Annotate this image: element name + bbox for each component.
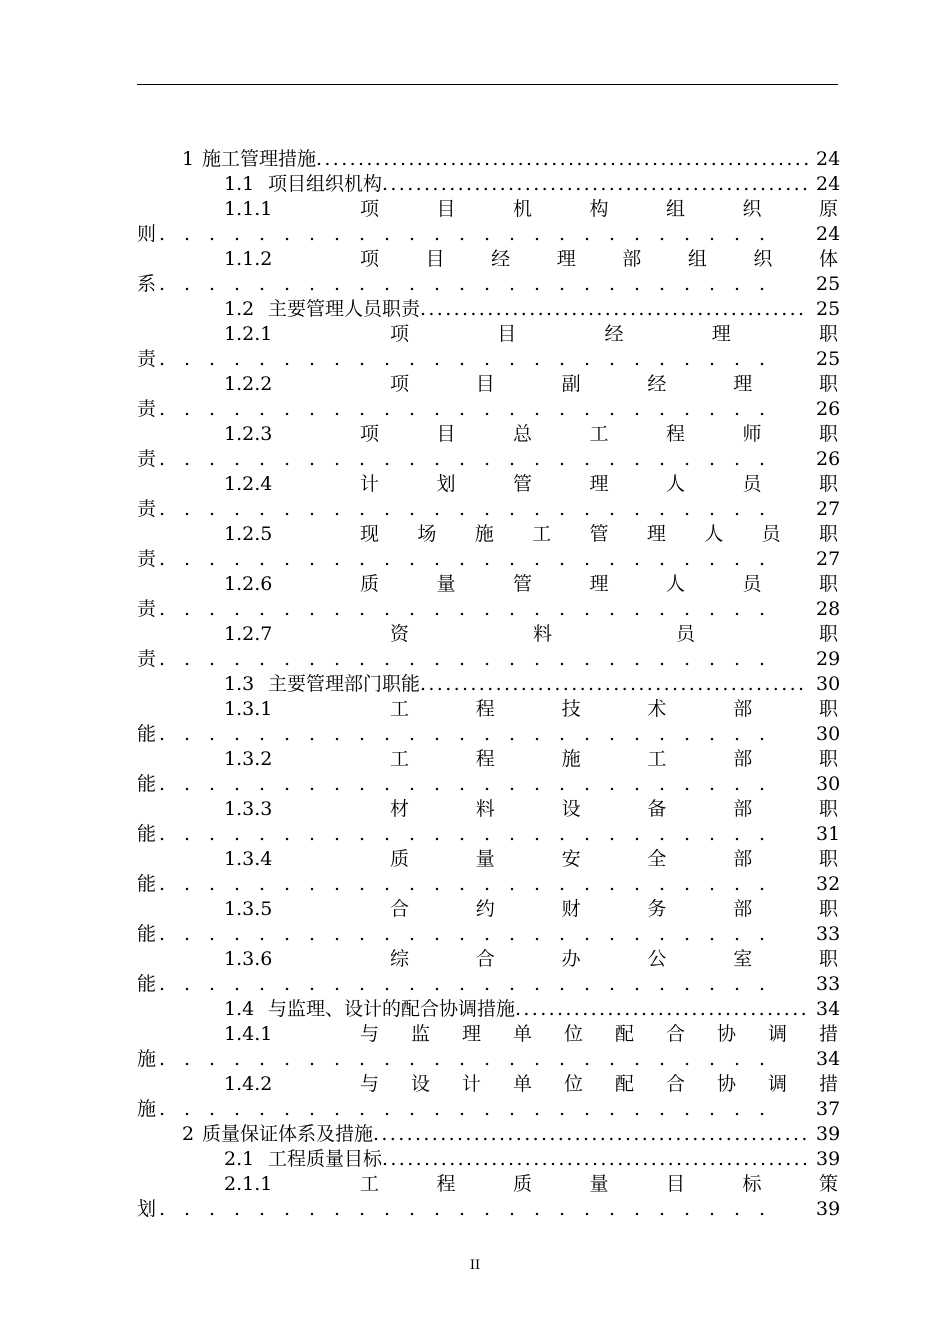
- toc-title-char: 职: [819, 423, 839, 445]
- toc-row: [0, 797, 950, 822]
- toc-number: 1.2.3: [224, 423, 273, 445]
- toc-title-char: 单: [513, 1073, 533, 1095]
- toc-row: [0, 247, 950, 272]
- toc-title-char: 项: [390, 373, 410, 395]
- page-number: II: [469, 1258, 481, 1273]
- toc-page-number: 27: [816, 498, 841, 520]
- toc-title-char: 职: [819, 798, 839, 820]
- toc-page-number: 27: [816, 548, 841, 570]
- toc-title-char: 责: [137, 598, 157, 620]
- toc-title-char: 调: [768, 1073, 788, 1095]
- toc-row: 责 . . . . . . . . . . . . . . . . . . . . . . . . . 26: [137, 448, 841, 470]
- toc-title-char: 划: [436, 473, 456, 495]
- toc-title-char: 能: [137, 823, 157, 845]
- toc-row: 责 . . . . . . . . . . . . . . . . . . . . . . . . . 27: [137, 548, 841, 570]
- toc-title-char: 经: [647, 373, 667, 395]
- toc-title-char: 职: [819, 848, 839, 870]
- toc-title-char: 构: [589, 198, 609, 220]
- toc-title-char: 职: [819, 748, 839, 770]
- toc-title: 项目组织机构: [268, 173, 383, 195]
- toc-title-char: 能: [137, 723, 157, 745]
- toc-title-char: 料: [533, 623, 553, 645]
- toc-row: 能 . . . . . . . . . . . . . . . . . . . . . . . . . 32: [137, 873, 841, 895]
- toc-number: 1.2.7: [224, 623, 273, 645]
- toc-title-char: 人: [666, 573, 686, 595]
- toc-number: 1.1.1: [224, 198, 273, 220]
- toc-row: 则 . . . . . . . . . . . . . . . . . . . . . . . . . 24: [137, 223, 841, 245]
- toc-number: 2: [182, 1123, 195, 1145]
- toc-title-char: 目: [425, 248, 445, 270]
- toc-title-char: 部: [733, 748, 753, 770]
- toc-page-number: 24: [816, 148, 841, 170]
- toc-title-char: 系: [137, 273, 157, 295]
- toc-title-char: 施: [137, 1098, 157, 1120]
- toc-title-char: 室: [733, 948, 753, 970]
- toc-title-char: 经: [604, 323, 624, 345]
- toc-title-char: 量: [589, 1173, 609, 1195]
- toc-title-char: 能: [137, 973, 157, 995]
- toc-title-char: 施: [474, 523, 494, 545]
- toc-title-char: 施: [561, 748, 581, 770]
- toc-row: 1.3 主要管理部门职能 . . . . . . . . . . . . . . . . . . . . . . . . . . . . . . . . . . . . . . . . . . . . . . 30: [224, 673, 841, 695]
- toc-number: 2.1: [224, 1148, 255, 1170]
- toc-title-char: 务: [647, 898, 667, 920]
- toc-row: [0, 1072, 950, 1097]
- toc-title-char: 术: [647, 698, 667, 720]
- toc-title-char: 协: [717, 1023, 737, 1045]
- toc-title-char: 管: [589, 523, 609, 545]
- toc-title: 主要管理人员职责: [268, 298, 421, 320]
- toc-row: [0, 372, 950, 397]
- toc-title-char: 财: [561, 898, 581, 920]
- toc-number: 1.3.2: [224, 748, 273, 770]
- toc-title-char: 部: [733, 898, 753, 920]
- toc-page-number: 30: [816, 723, 841, 745]
- toc-title-char: 理: [711, 323, 731, 345]
- toc-title-char: 工: [647, 748, 667, 770]
- toc-row: [0, 572, 950, 597]
- toc-title-char: 程: [475, 748, 495, 770]
- toc-number: 1.2.4: [224, 473, 273, 495]
- toc-page-number: 29: [816, 648, 841, 670]
- toc-page-number: 30: [816, 773, 841, 795]
- toc-row: 能 . . . . . . . . . . . . . . . . . . . . . . . . . 33: [137, 973, 841, 995]
- toc-row: 2 质量保证体系及措施 . . . . . . . . . . . . . . . . . . . . . . . . . . . . . . . . . . . . . . . . . . . . . . . . . . . . 39: [182, 1123, 841, 1145]
- toc-row: [0, 197, 950, 222]
- toc-title-char: 设: [561, 798, 581, 820]
- toc-page-number: 30: [816, 673, 841, 695]
- toc-title-char: 目: [436, 423, 456, 445]
- toc-page-number: 24: [816, 173, 841, 195]
- toc-title-char: 目: [497, 323, 517, 345]
- toc-number: 1.4: [224, 998, 255, 1020]
- toc-title-char: 副: [561, 373, 581, 395]
- toc-title-char: 理: [733, 373, 753, 395]
- toc-page-number: 39: [816, 1148, 841, 1170]
- toc-title-char: 责: [137, 498, 157, 520]
- toc-number: 1.2.6: [224, 573, 273, 595]
- toc-title-char: 划: [137, 1198, 157, 1220]
- toc-row: [0, 747, 950, 772]
- toc-title-char: 项: [360, 198, 380, 220]
- toc-title: 施工管理措施: [202, 148, 317, 170]
- toc-title-char: 织: [753, 248, 773, 270]
- toc-title-char: 位: [564, 1023, 584, 1045]
- toc-title-char: 职: [819, 948, 839, 970]
- toc-title-char: 理: [462, 1023, 482, 1045]
- toc-title-char: 责: [137, 348, 157, 370]
- toc-page-number: 32: [816, 873, 841, 895]
- toc-page-number: 31: [816, 823, 841, 845]
- toc-title-char: 管: [513, 473, 533, 495]
- toc-page-number: 25: [816, 348, 841, 370]
- toc-title-char: 织: [742, 198, 762, 220]
- toc-title-char: 监: [411, 1023, 431, 1045]
- toc-title: 质量保证体系及措施: [202, 1123, 374, 1145]
- toc-page-number: 39: [816, 1198, 841, 1220]
- toc-title-char: 程: [475, 698, 495, 720]
- toc-row: [0, 1172, 950, 1197]
- toc-title-char: 理: [589, 473, 609, 495]
- toc-row: 能 . . . . . . . . . . . . . . . . . . . . . . . . . 30: [137, 773, 841, 795]
- toc-title-char: 协: [717, 1073, 737, 1095]
- toc-title-char: 现: [360, 523, 380, 545]
- toc-row: [0, 847, 950, 872]
- toc-title-char: 综: [390, 948, 410, 970]
- toc-number: 1.2: [224, 298, 255, 320]
- toc-title-char: 项: [360, 423, 380, 445]
- toc-title-char: 料: [475, 798, 495, 820]
- toc-number: 1.3: [224, 673, 255, 695]
- toc-title-char: 安: [561, 848, 581, 870]
- toc-title-char: 工: [390, 748, 410, 770]
- toc-title-char: 工: [589, 423, 609, 445]
- toc-title-char: 合: [390, 898, 410, 920]
- toc-number: 1.2.2: [224, 373, 273, 395]
- toc-title-char: 合: [666, 1073, 686, 1095]
- toc-number: 1.3.3: [224, 798, 273, 820]
- toc-title-char: 配: [615, 1073, 635, 1095]
- toc-title-char: 部: [733, 798, 753, 820]
- toc-title-char: 技: [561, 698, 581, 720]
- toc-title-char: 职: [819, 898, 839, 920]
- toc-page-number: 34: [816, 1048, 841, 1070]
- toc-title-char: 施: [137, 1048, 157, 1070]
- toc-title-char: 能: [137, 923, 157, 945]
- toc-title: 与监理、设计的配合协调措施: [268, 998, 516, 1020]
- toc-title-char: 项: [360, 248, 380, 270]
- toc-title-char: 能: [137, 873, 157, 895]
- toc-number: 1.2.5: [224, 523, 273, 545]
- toc-title-char: 部: [733, 698, 753, 720]
- toc-row: [0, 1022, 950, 1047]
- toc-title-char: 合: [475, 948, 495, 970]
- toc-title-char: 人: [704, 523, 724, 545]
- toc-title: 工程质量目标: [268, 1148, 383, 1170]
- toc-title-char: 目: [666, 1173, 686, 1195]
- toc-page-number: 33: [816, 973, 841, 995]
- toc-title-char: 员: [676, 623, 696, 645]
- toc-title-char: 质: [360, 573, 380, 595]
- toc-page-number: 37: [816, 1098, 841, 1120]
- toc-row: 责 . . . . . . . . . . . . . . . . . . . . . . . . . 25: [137, 348, 841, 370]
- toc-title-char: 目: [475, 373, 495, 395]
- toc-row: 划 . . . . . . . . . . . . . . . . . . . . . . . . . 39: [137, 1198, 841, 1220]
- toc-page-number: 25: [816, 273, 841, 295]
- toc-title-char: 职: [819, 373, 839, 395]
- toc-title-char: 单: [513, 1023, 533, 1045]
- toc-title-char: 办: [561, 948, 581, 970]
- toc-title-char: 工: [390, 698, 410, 720]
- toc-title-char: 职: [819, 623, 839, 645]
- toc-row: [0, 622, 950, 647]
- toc-title-char: 师: [742, 423, 762, 445]
- toc-page-number: 34: [816, 998, 841, 1020]
- toc-row: 2.1 工程质量目标 . . . . . . . . . . . . . . . . . . . . . . . . . . . . . . . . . . . . . . . . . . . . . . . . . . . 39: [224, 1148, 841, 1170]
- toc-title-char: 程: [666, 423, 686, 445]
- toc-title-char: 理: [589, 573, 609, 595]
- toc-title-char: 调: [768, 1023, 788, 1045]
- toc-title-char: 措: [819, 1023, 839, 1045]
- toc-title-char: 则: [137, 223, 157, 245]
- toc-title-char: 场: [417, 523, 437, 545]
- toc-page-number: 26: [816, 448, 841, 470]
- toc-page-number: 33: [816, 923, 841, 945]
- toc-title-char: 工: [532, 523, 552, 545]
- toc-title-char: 工: [360, 1173, 380, 1195]
- toc-title-char: 标: [742, 1173, 762, 1195]
- toc-title-char: 能: [137, 773, 157, 795]
- toc-title-char: 目: [436, 198, 456, 220]
- toc-title-char: 管: [513, 573, 533, 595]
- toc-number: 1.3.1: [224, 698, 273, 720]
- toc-row: 施 . . . . . . . . . . . . . . . . . . . . . . . . . 37: [137, 1098, 841, 1120]
- toc-title-char: 员: [742, 473, 762, 495]
- toc-number: 1.1: [224, 173, 255, 195]
- toc-row: [0, 522, 950, 547]
- toc-title-char: 计: [462, 1073, 482, 1095]
- toc-title: 主要管理部门职能: [268, 673, 421, 695]
- toc-title-char: 责: [137, 398, 157, 420]
- toc-row: 责 . . . . . . . . . . . . . . . . . . . . . . . . . 26: [137, 398, 841, 420]
- toc-title-char: 职: [819, 573, 839, 595]
- toc-number: 1.1.2: [224, 248, 273, 270]
- toc-number: 1.2.1: [224, 323, 273, 345]
- toc-title-char: 责: [137, 548, 157, 570]
- toc-row: [0, 897, 950, 922]
- toc-row: [0, 697, 950, 722]
- toc-row: 责 . . . . . . . . . . . . . . . . . . . . . . . . . 27: [137, 498, 841, 520]
- toc-title-char: 计: [360, 473, 380, 495]
- toc-title-char: 责: [137, 648, 157, 670]
- toc-title-char: 理: [646, 523, 666, 545]
- toc-title-char: 部: [622, 248, 642, 270]
- toc-title-char: 经: [491, 248, 511, 270]
- toc-title-char: 人: [666, 473, 686, 495]
- toc-number: 1.4.2: [224, 1073, 273, 1095]
- toc-row: 能 . . . . . . . . . . . . . . . . . . . . . . . . . 31: [137, 823, 841, 845]
- toc-title-char: 设: [411, 1073, 431, 1095]
- toc-title-char: 策: [819, 1173, 839, 1195]
- toc-title-char: 体: [819, 248, 839, 270]
- toc-row: 责 . . . . . . . . . . . . . . . . . . . . . . . . . 28: [137, 598, 841, 620]
- toc-title-char: 项: [390, 323, 410, 345]
- toc-title-char: 职: [819, 523, 839, 545]
- toc-title-char: 合: [666, 1023, 686, 1045]
- toc-title-char: 质: [513, 1173, 533, 1195]
- toc-title-char: 总: [513, 423, 533, 445]
- toc-row: [0, 472, 950, 497]
- toc-title-char: 员: [761, 523, 781, 545]
- toc-title-char: 部: [733, 848, 753, 870]
- toc-number: 2.1.1: [224, 1173, 273, 1195]
- toc-title-char: 职: [819, 698, 839, 720]
- toc-row: 能 . . . . . . . . . . . . . . . . . . . . . . . . . 30: [137, 723, 841, 745]
- toc-title-char: 理: [556, 248, 576, 270]
- toc-title-char: 位: [564, 1073, 584, 1095]
- toc-number: 1.3.4: [224, 848, 273, 870]
- toc-page-number: 25: [816, 298, 841, 320]
- toc-number: 1.4.1: [224, 1023, 273, 1045]
- toc-title-char: 资: [390, 623, 410, 645]
- toc-number: 1.3.5: [224, 898, 273, 920]
- toc-title-char: 员: [742, 573, 762, 595]
- toc-title-char: 量: [475, 848, 495, 870]
- toc-title-char: 质: [390, 848, 410, 870]
- toc-title-char: 公: [647, 948, 667, 970]
- toc-row: 系 . . . . . . . . . . . . . . . . . . . . . . . . . 25: [137, 273, 841, 295]
- toc-title-char: 组: [666, 198, 686, 220]
- toc-row: [0, 422, 950, 447]
- toc-row: [0, 947, 950, 972]
- toc-title-char: 职: [819, 323, 839, 345]
- toc-title-char: 原: [819, 198, 839, 220]
- toc-row: 施 . . . . . . . . . . . . . . . . . . . . . . . . . 34: [137, 1048, 841, 1070]
- toc-title-char: 与: [360, 1023, 380, 1045]
- toc-title-char: 组: [687, 248, 707, 270]
- toc-page-number: 28: [816, 598, 841, 620]
- toc-row: 1.4 与监理、设计的配合协调措施 . . . . . . . . . . . . . . . . . . . . . . . . . . . . . . . . . . . 34: [224, 998, 841, 1020]
- toc-row: 责 . . . . . . . . . . . . . . . . . . . . . . . . . 29: [137, 648, 841, 670]
- toc-title-char: 备: [647, 798, 667, 820]
- toc-title-char: 程: [436, 1173, 456, 1195]
- toc-row: [0, 322, 950, 347]
- toc-title-char: 约: [475, 898, 495, 920]
- toc-title-char: 全: [647, 848, 667, 870]
- toc-title-char: 职: [819, 473, 839, 495]
- toc-page-number: 24: [816, 223, 841, 245]
- toc-row: 能 . . . . . . . . . . . . . . . . . . . . . . . . . 33: [137, 923, 841, 945]
- toc-page-number: 26: [816, 398, 841, 420]
- toc-number: 1: [182, 148, 195, 170]
- toc-row: 1.1 项目组织机构 . . . . . . . . . . . . . . . . . . . . . . . . . . . . . . . . . . . . . . . . . . . . . . . . . . . 24: [224, 173, 841, 195]
- toc-page-number: 39: [816, 1123, 841, 1145]
- toc-title-char: 责: [137, 448, 157, 470]
- toc-title-char: 机: [513, 198, 533, 220]
- toc-row: 1.2 主要管理人员职责 . . . . . . . . . . . . . . . . . . . . . . . . . . . . . . . . . . . . . . . . . . . . . . 25: [224, 298, 841, 320]
- toc-title-char: 与: [360, 1073, 380, 1095]
- toc-title-char: 配: [615, 1023, 635, 1045]
- toc-number: 1.3.6: [224, 948, 273, 970]
- toc-title-char: 措: [819, 1073, 839, 1095]
- toc-title-char: 材: [390, 798, 410, 820]
- toc-row: 1 施工管理措施 . . . . . . . . . . . . . . . . . . . . . . . . . . . . . . . . . . . . . . . . . . . . . . . . . . . . . . . . . . . 24: [182, 148, 841, 170]
- toc-title-char: 量: [436, 573, 456, 595]
